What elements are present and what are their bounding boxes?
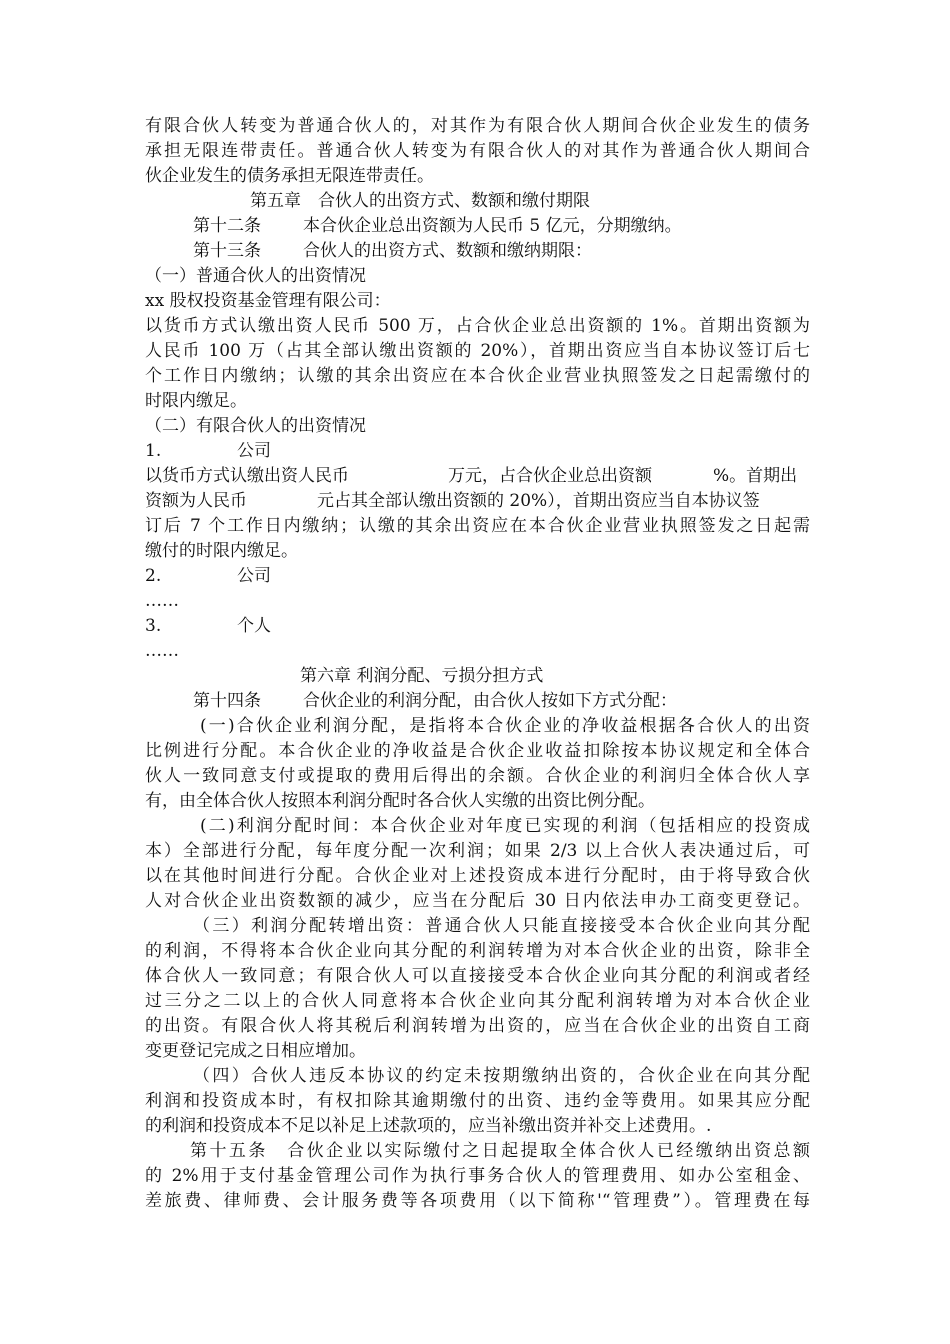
text-line: 人对合伙企业出资数额的减少，应当在分配后 30 日内依法申办工商变更登记。 [145,891,810,911]
article-12-text: 本合伙企业总出资额为人民币 5 亿元，分期缴纳。 [303,216,682,236]
text-line: 有，由全体合伙人按照本利润分配时各合伙人实缴的出资比例分配。 [145,791,655,811]
text-line: 伙人一致同意支付或提取的费用后得出的余额。合伙企业的利润归全体合伙人享 [145,766,810,786]
text-segment: 资额为人民币 [145,491,247,511]
article-13 [145,239,810,263]
article-13-label: 第十三条 [193,241,261,261]
chapter-5-heading: 第五章 合伙人的出资方式、数额和缴付期限 [250,191,590,211]
lp-item-2 [145,564,810,588]
text-line: 第十五条 合伙企业以实际缴付之日起提取全体合伙人已经缴纳出资总额 [190,1141,810,1161]
text-line: (一)合伙企业利润分配，是指将本合伙企业的净收益根据各合伙人的出资 [200,716,810,736]
text-line: 本）全部进行分配，每年度分配一次利润；如果 2/3 以上合伙人表决通过后，可 [145,841,810,861]
text-line: （三）利润分配转增出资：普通合伙人只能直接接受本合伙企业向其分配 [193,916,810,936]
lp-item-3 [145,614,810,638]
lp-item-3-name: 个人 [237,616,271,636]
text-line: 伙企业发生的债务承担无限连带责任。 [145,166,434,186]
ellipsis: …… [145,641,179,661]
text-line: 有限合伙人转变为普通合伙人的，对其作为有限合伙人期间合伙企业发生的债务 [145,116,810,136]
text-line: 时限内缴足。 [145,391,247,411]
text-line: （四）合伙人违反本协议的约定未按期缴纳出资的，合伙企业在向其分配 [193,1066,810,1086]
text-line: 个工作日内缴纳；认缴的其余出资应在本合伙企业营业执照签发之日起需缴付的 [145,366,810,386]
text-segment: 万元，占合伙企业总出资额 [448,466,652,486]
text-line: 的利润和投资成本不足以补足上述款项的，应当补缴出资并补交上述费用。. [145,1116,712,1136]
article-14 [145,689,810,713]
text-line [145,489,810,513]
text-line: 以货币方式认缴出资人民币 500 万，占合伙企业总出资额的 1%。首期出资额为 [145,316,810,336]
text-segment: %。首期出 [713,466,798,486]
chapter-6-heading: 第六章 利润分配、亏损分担方式 [300,666,544,686]
text-segment: 元占其全部认缴出资额的 20%），首期出资应当自本协议签 [317,491,760,511]
text-line: 人民币 100 万（占其全部认缴出资额的 20%），首期出资应当自本协议签订后七 [145,341,810,361]
gp-heading: （一）普通合伙人的出资情况 [145,266,366,286]
article-12-label: 第十二条 [193,216,261,236]
text-line: 的 2%用于支付基金管理公司作为执行事务合伙人的管理费用、如办公室租金、 [145,1166,810,1186]
lp-item-3-number: 3. [145,616,162,636]
text-line: 比例进行分配。本合伙企业的净收益是合伙企业收益扣除按本协议规定和全体合 [145,741,810,761]
text-line: 以在其他时间进行分配。合伙企业对上述投资成本进行分配时，由于将导致合伙 [145,866,810,886]
ellipsis: …… [145,591,179,611]
text-line: 承担无限连带责任。普通合伙人转变为有限合伙人的对其作为普通合伙人期间合 [145,141,810,161]
lp-item-1-name: 公司 [237,441,271,461]
text-line: 体合伙人一致同意；有限合伙人可以直接接受本合伙企业向其分配的利润或者经 [145,966,810,986]
text-line: 利润和投资成本时，有权扣除其逾期缴付的出资、违约金等费用。如果其应分配 [145,1091,810,1111]
text-line: 的利润，不得将本合伙企业向其分配的利润转增为对本合伙企业的出资，除非全 [145,941,810,961]
text-segment: 以货币方式认缴出资人民币 [145,466,349,486]
text-line: 的出资。有限合伙人将其税后利润转增为出资的，应当在合伙企业的出资自工商 [145,1016,810,1036]
text-line: 差旅费、律师费、会计服务费等各项费用（以下简称'“管理费”）。管理费在每 [145,1191,810,1211]
text-line: (二)利润分配时间：本合伙企业对年度已实现的利润（包括相应的投资成 [200,816,810,836]
article-13-text: 合伙人的出资方式、数额和缴纳期限： [303,241,592,261]
article-12 [145,214,810,238]
text-line [145,464,810,488]
article-14-text: 合伙企业的利润分配，由合伙人按如下方式分配： [303,691,677,711]
lp-item-1-number: 1. [145,441,162,461]
lp-item-2-name: 公司 [237,566,271,586]
text-line: 变更登记完成之日相应增加。 [145,1041,366,1061]
lp-item-1 [145,439,810,463]
text-line: 订后 7 个工作日内缴纳；认缴的其余出资应在本合伙企业营业执照签发之日起需 [145,516,810,536]
lp-heading: （二）有限合伙人的出资情况 [145,416,366,436]
text-line: 过三分之二以上的合伙人同意将本合伙企业向其分配利润转增为对本合伙企业 [145,991,810,1011]
article-14-label: 第十四条 [193,691,261,711]
lp-item-2-number: 2. [145,566,162,586]
gp-name: xx 股权投资基金管理有限公司： [145,291,391,311]
text-line: 缴付的时限内缴足。 [145,541,298,561]
